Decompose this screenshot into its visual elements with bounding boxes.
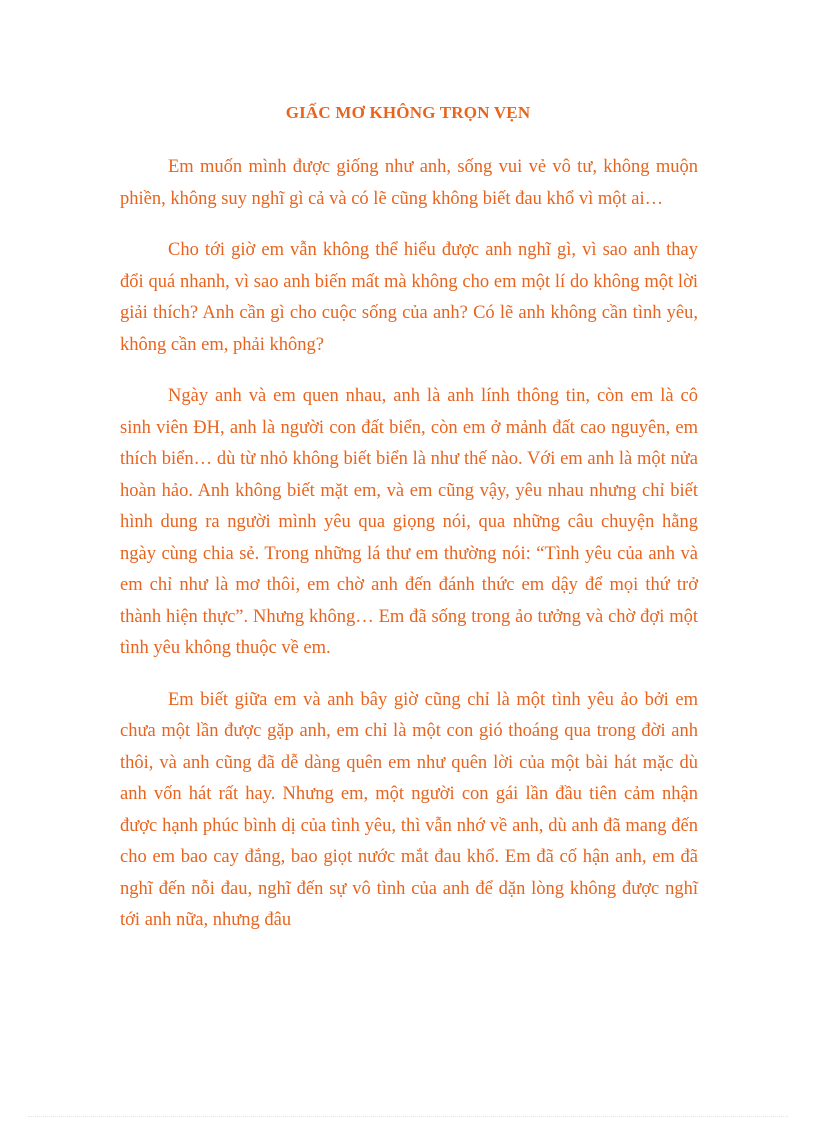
paragraph-4: Em biết giữa em và anh bây giờ cũng chỉ là một tình yêu ảo bởi em chưa một lần được gặp anh, em chỉ là một con gió thoáng qua trong đời anh thôi, và anh cũng đã dễ dàng quên em như quên lời của một bài hát mặc dù anh vốn hát rất hay. Nhưng em, một người con gái lần đầu tiên cảm nhận được hạnh phúc bình dị của tình yêu, thì vẫn nhớ về anh, dù anh đã mang đến cho em bao cay đắng, bao giọt nước mắt đau khổ. Em đã cố hận anh, em đã nghĩ đến nỗi đau, nghĩ đến sự vô tình của anh để dặn lòng không được nghĩ tới anh nữa, nhưng đâu <box>120 689 698 930</box>
paragraph-2: Cho tới giờ em vẫn không thể hiểu được anh nghĩ gì, vì sao anh thay đổi quá nhanh, vì sao anh biến mất mà không cho em một lí do không một lời giải thích? Anh cần gì cho cuộc sống của anh? Có lẽ anh không cần tình yêu, không cần em, phải không? <box>120 240 698 355</box>
document-title: GIẤC MƠ KHÔNG TRỌN VẸN <box>285 103 531 122</box>
paragraph-1: Em muốn mình được giống như anh, sống vui vẻ vô tư, không muộn phiền, không suy nghĩ gì cả và có lẽ cũng không biết đau khổ vì một ai… <box>120 157 698 209</box>
page-bottom-divider <box>28 1116 788 1117</box>
paragraph-3: Ngày anh và em quen nhau, anh là anh lính thông tin, còn em là cô sinh viên ĐH, anh là người con đất biển, còn em ở mảnh đất cao nguyên, em thích biển… dù từ nhỏ không biết biển là như thế nào. Với em anh là một nửa hoàn hảo. Anh không biết mặt em, và em cũng vậy, yêu nhau nhưng chỉ biết hình dung ra người mình yêu qua giọng nói, qua những câu chuyện hằng ngày cùng chia sẻ. Trong những lá thư em thường nói: “Tình yêu của anh và em chỉ như là mơ thôi, em chờ anh đến đánh thức em dậy để mọi thứ trở thành hiện thực”. Nhưng không… Em đã sống trong ảo tưởng và chờ đợi một tình yêu không thuộc về em. <box>120 386 698 658</box>
document-body <box>120 152 698 957</box>
